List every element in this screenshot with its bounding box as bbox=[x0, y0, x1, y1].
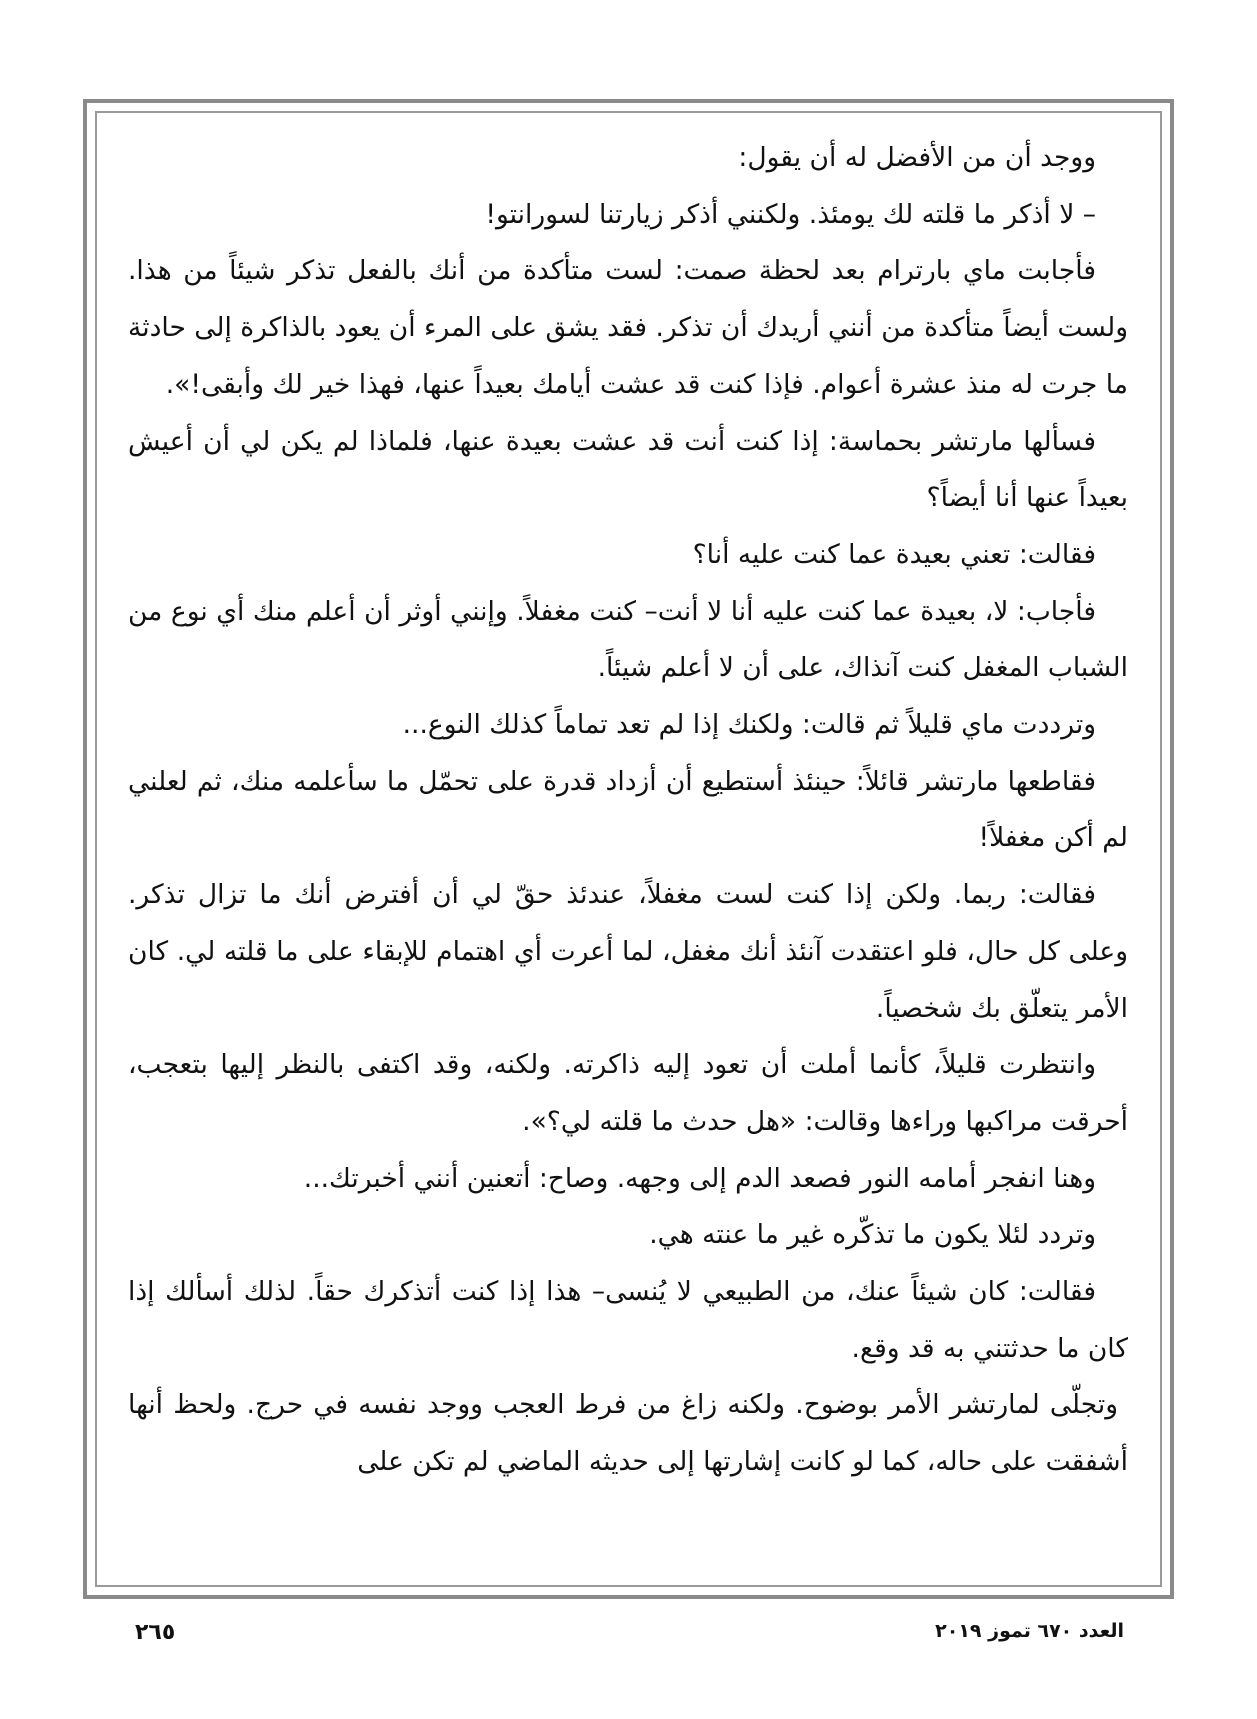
paragraph: فأجابت ماي بارترام بعد لحظة صمت: لست متأكدة من أنك بالفعل تذكر شيئاً من هذا. ولست أيضاً متأكدة من أنني أريدك أن تذكر. فقد يشق على المرء أن يعود بالذاكرة إلى حادثة ما جرت له منذ عشرة أعوام. فإذا كنت قد عشت أيامك بعيداً عنها، فهذا خير لك وأبقى!». bbox=[128, 255, 1128, 400]
paragraph: وهنا انفجر أمامه النور فصعد الدم إلى وجهه. وصاح: أتعنين أنني أخبرتك... bbox=[303, 1162, 1096, 1194]
page-footer bbox=[0, 1620, 1257, 1660]
paragraph: فقالت: كان شيئاً عنك، من الطبيعي لا يُنسى– هذا إذا كنت أتذكرك حقاً. لذلك أسألك إذا كان ما حدثتني به قد وقع. bbox=[128, 1276, 1128, 1364]
paragraph: فسألها مارتشر بحماسة: إذا كنت أنت قد عشت بعيدة عنها، فلماذا لم يكن لي أن أعيش بعيداً عنها أنا أيضاً؟ bbox=[128, 425, 1128, 514]
page-number: ٢٦٥ bbox=[135, 1620, 176, 1645]
issue-info: العدد ٦٧٠ تموز ٢٠١٩ bbox=[935, 1620, 1124, 1642]
paragraph: وترددت ماي قليلاً ثم قالت: ولكنك إذا لم تعد تماماً كذلك النوع... bbox=[402, 709, 1096, 741]
paragraph: فقاطعها مارتشر قائلاً: حينئذ أستطيع أن أزداد قدرة على تحمّل ما سأعلمه منك، ثم لعلني لم أكن مغفلاً! bbox=[128, 765, 1128, 854]
paragraph: وانتظرت قليلاً، كأنما أملت أن تعود إليه ذاكرته. ولكنه، وقد اكتفى بالنظر إليها بتعجب، أحرقت مراكبها وراءها وقالت: «هل حدث ما قلته لي؟». bbox=[128, 1049, 1128, 1137]
paragraph: وتردد لئلا يكون ما تذكّره غير ما عنته هي. bbox=[649, 1219, 1096, 1251]
paragraph: وتجلّى لمارتشر الأمر بوضوح. ولكنه زاغ من فرط العجب ووجد نفسه في حرج. ولحظ أنها أشفقت على حاله، كما لو كانت إشارتها إلى حديثه الماضي لم تكن على bbox=[128, 1389, 1128, 1478]
paragraph: فقالت: ربما. ولكن إذا كنت لست مغفلاً، عندئذ حقّ لي أن أفترض أنك ما تزال تذكر. وعلى كل حال، فلو اعتقدت آنئذ أنك مغفل، لما أعرت أي اهتمام للإبقاء على ما قلته لي. كان الأمر يتعلّق بك شخصياً. bbox=[128, 879, 1128, 1024]
paragraph: فقالت: تعني بعيدة عما كنت عليه أنا؟ bbox=[692, 538, 1096, 570]
paragraph: ووجد أن من الأفضل له أن يقول: bbox=[738, 142, 1096, 173]
paragraph: – لا أذكر ما قلته لك يومئذ. ولكنني أذكر زيارتنا لسورانتو! bbox=[485, 198, 1096, 230]
paragraph: فأجاب: لا، بعيدة عما كنت عليه أنا لا أنت– كنت مغفلاً. وإنني أوثر أن أعلم منك أي نوع من الشباب المغفل كنت آنذاك، على أن لا أعلم شيئاً. bbox=[128, 595, 1128, 684]
article-body bbox=[128, 130, 1128, 1580]
